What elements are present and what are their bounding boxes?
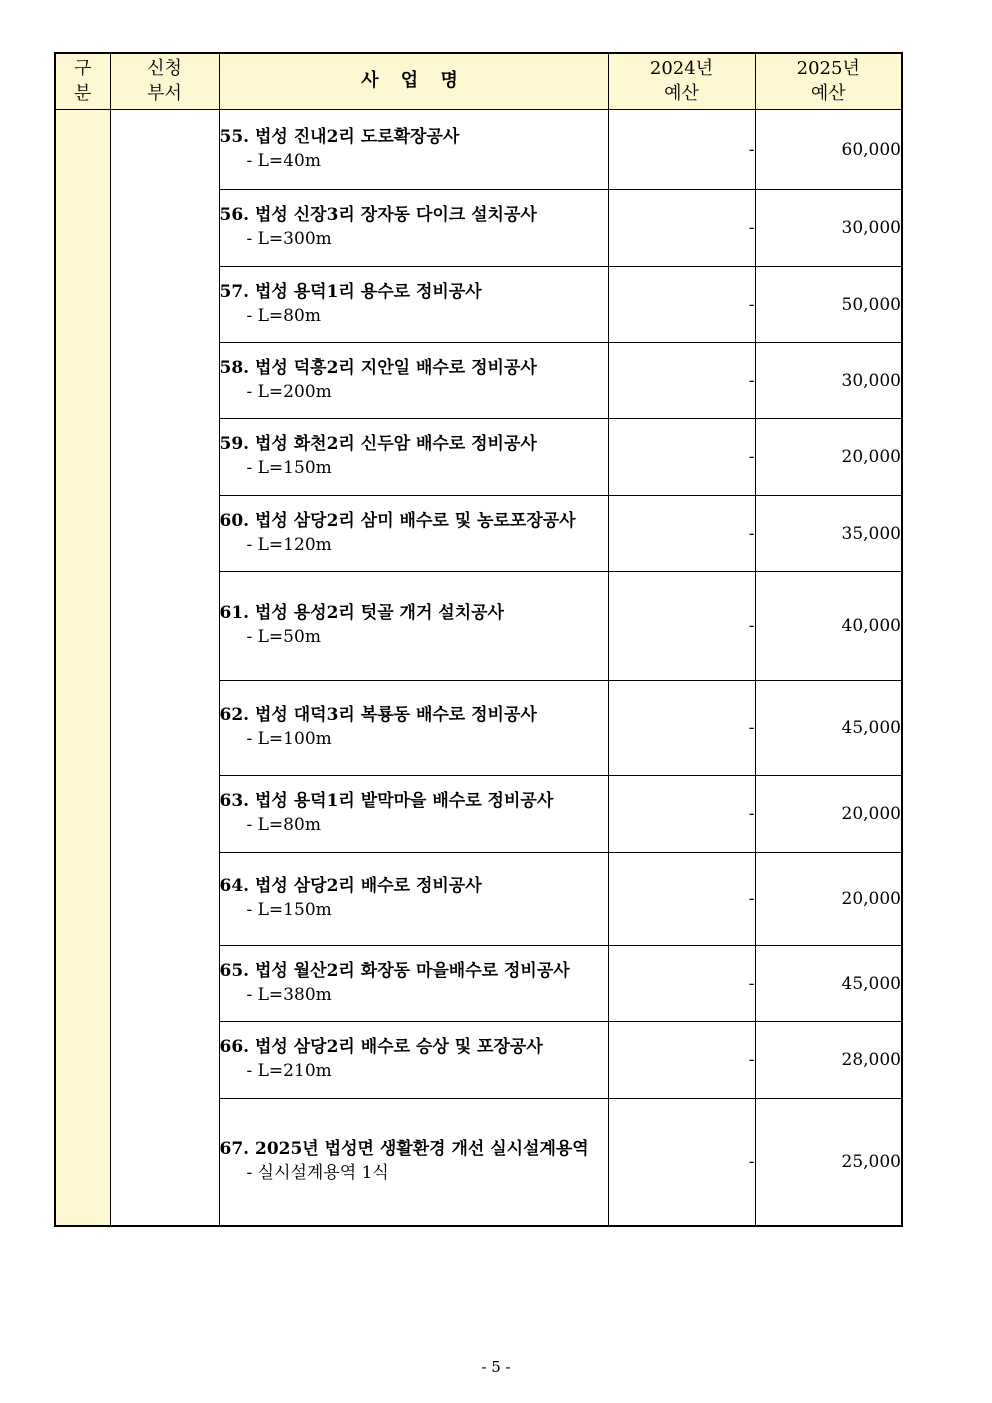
project-detail: - L=380m <box>246 984 332 1005</box>
project-title: 61. 법성 용성2리 텃골 개거 설치공사 <box>219 603 504 624</box>
project-detail: - L=100m <box>246 729 332 749</box>
budget-2025-cell: 40,000 <box>755 572 902 681</box>
project-detail: - L=200m <box>246 381 332 402</box>
budget-2024-cell: - <box>608 853 755 946</box>
budget-2024-cell: - <box>608 572 755 681</box>
project-title: 57. 법성 용덕1리 용수로 정비공사 <box>219 281 482 302</box>
header-budget-2024 <box>608 53 755 110</box>
project-name-cell <box>219 776 608 853</box>
budget-2025-cell: 30,000 <box>755 343 902 419</box>
header-dept <box>110 53 219 110</box>
project-title: 65. 법성 월산2리 화장동 마을배수로 정비공사 <box>219 960 570 981</box>
budget-2025-cell: 30,000 <box>755 190 902 267</box>
gubun-cell <box>55 110 110 1226</box>
project-name-cell <box>219 946 608 1022</box>
header-budget-2025-line2: 예산 <box>810 82 846 104</box>
header-budget-2025-line1: 2025년 <box>796 58 860 80</box>
project-title: 55. 법성 진내2리 도로확장공사 <box>219 126 460 147</box>
project-detail: - L=40m <box>246 150 321 171</box>
budget-2024-cell: - <box>608 946 755 1022</box>
budget-2025-cell: 25,000 <box>755 1099 902 1226</box>
header-budget-2024-line1: 2024년 <box>649 58 714 80</box>
dept-cell <box>110 110 219 1226</box>
project-detail: - L=300m <box>246 229 332 249</box>
project-name-cell <box>219 190 608 267</box>
header-budget-2024-line2: 예산 <box>664 82 699 104</box>
project-detail: - L=80m <box>246 305 321 326</box>
header-gubun-line1: 구 <box>74 58 92 80</box>
header-gubun <box>55 53 110 110</box>
project-title: 64. 법성 삼당2리 배수로 정비공사 <box>219 876 482 897</box>
project-title: 58. 법성 덕흥2리 지안일 배수로 정비공사 <box>219 357 537 378</box>
header-dept-line2: 부서 <box>147 82 182 104</box>
budget-2024-cell: - <box>608 776 755 853</box>
header-budget-2025 <box>755 53 902 110</box>
budget-2024-cell: - <box>608 267 755 343</box>
header-gubun-line2: 분 <box>74 82 92 104</box>
project-title: 62. 법성 대덕3리 복룡동 배수로 정비공사 <box>219 705 537 726</box>
project-name-cell <box>219 267 608 343</box>
project-detail: - L=80m <box>246 815 321 835</box>
header-project: 사 업 명 <box>219 53 608 110</box>
project-name-cell <box>219 343 608 419</box>
project-name-cell <box>219 1099 608 1226</box>
budget-2025-cell: 45,000 <box>755 681 902 776</box>
project-name-cell <box>219 681 608 776</box>
project-detail: - L=150m <box>246 900 332 920</box>
header-dept-line1: 신청 <box>147 58 182 80</box>
project-name-cell <box>219 419 608 496</box>
budget-table <box>54 52 903 1227</box>
budget-2025-cell: 20,000 <box>755 776 902 853</box>
budget-2025-cell: 50,000 <box>755 267 902 343</box>
budget-2024-cell: - <box>608 190 755 267</box>
project-name-cell <box>219 496 608 572</box>
budget-2024-cell: - <box>608 681 755 776</box>
budget-2024-cell: - <box>608 110 755 190</box>
header-row <box>55 53 902 110</box>
project-title: 60. 법성 삼당2리 삼미 배수로 및 농로포장공사 <box>219 510 576 531</box>
project-detail: - L=120m <box>246 534 332 555</box>
budget-2025-cell: 35,000 <box>755 496 902 572</box>
project-name-cell <box>219 110 608 190</box>
project-detail: - L=150m <box>246 458 332 478</box>
budget-2025-cell: 45,000 <box>755 946 902 1022</box>
project-detail: - L=50m <box>246 627 321 647</box>
project-name-cell <box>219 572 608 681</box>
budget-2025-cell: 20,000 <box>755 853 902 946</box>
project-name-cell <box>219 1022 608 1099</box>
budget-2024-cell: - <box>608 419 755 496</box>
budget-2024-cell: - <box>608 1099 755 1226</box>
budget-2025-cell: 28,000 <box>755 1022 902 1099</box>
project-title: 59. 법성 화천2리 신두암 배수로 정비공사 <box>219 434 537 455</box>
project-name-cell <box>219 853 608 946</box>
project-detail: - L=210m <box>246 1061 332 1081</box>
project-title: 63. 법성 용덕1리 밭막마을 배수로 정비공사 <box>219 791 554 812</box>
project-title: 66. 법성 삼당2리 배수로 승상 및 포장공사 <box>219 1037 543 1058</box>
budget-2025-cell: 60,000 <box>755 110 902 190</box>
budget-2024-cell: - <box>608 496 755 572</box>
project-title: 67. 2025년 법성면 생활환경 개선 실시설계용역 <box>219 1138 589 1159</box>
page-number: - 5 - <box>481 1358 511 1376</box>
project-detail: - 실시설계용역 1식 <box>246 1162 389 1183</box>
budget-2024-cell: - <box>608 1022 755 1099</box>
budget-2024-cell: - <box>608 343 755 419</box>
table-row <box>55 110 902 190</box>
project-title: 56. 법성 신장3리 장자동 다이크 설치공사 <box>219 205 537 226</box>
budget-2025-cell: 20,000 <box>755 419 902 496</box>
